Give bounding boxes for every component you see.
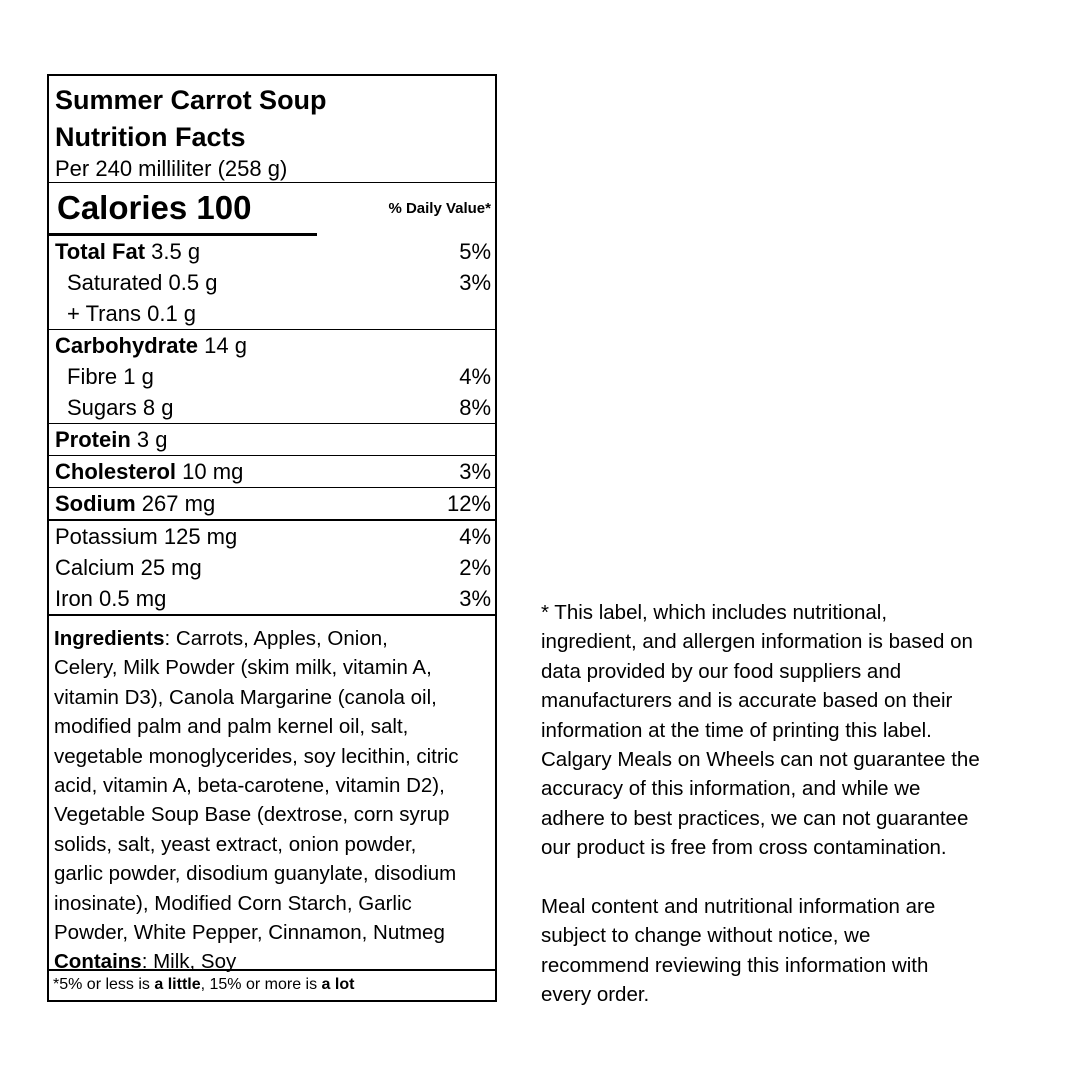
nutrient-row-trans [49,298,495,330]
disclaimer-paragraph-1 [541,598,1041,863]
calories-row [49,182,495,236]
ingredients-line: solids, salt, yeast extract, onion powder, [54,832,417,856]
contains-text: : Milk, Soy [141,950,237,974]
footnote-bold-lot: a lot [321,976,355,993]
nutrient-name: Cholesterol [55,459,177,484]
ingredients-line [54,624,491,653]
nutrient-name: Potassium [55,524,158,549]
rule-break [317,233,495,236]
nutrient-amount: 0.1 g [147,301,197,326]
ingredients-heading: Ingredients [54,627,165,650]
ingredients-line: inosinate), Modified Corn Starch, Garlic [54,891,412,915]
disclaimer-line: * This label, which includes nutritional, [541,601,888,624]
nutrient-dv: 4% [459,524,491,549]
nutrient-name: + Trans [67,301,141,326]
nutrient-name: Sodium [55,491,136,516]
nutrient-row-cholesterol [49,456,495,488]
nutrient-amount: 3 g [136,427,168,452]
nutrient-amount: 3.5 g [151,239,201,264]
nutrient-row-sugars [49,392,495,424]
disclaimer-line: our product is free from cross contamination. [541,836,947,860]
nutrient-amount: 8 g [142,395,174,420]
nutrient-amount: 0.5 mg [99,586,167,611]
nutrient-row-saturated [49,267,495,298]
nutrient-name: Carbohydrate [55,333,199,358]
nutrient-row-total-fat [49,236,495,267]
disclaimer-line: manufacturers and is accurate based on their [541,689,953,713]
disclaimer-line: subject to change without notice, we [541,924,871,948]
footnote-text: , 15% or more is [200,976,322,993]
nutrient-dv: 8% [459,395,491,420]
contains-heading: Contains [54,950,142,974]
disclaimer-line: Calgary Meals on Wheels can not guarantee the [541,748,980,772]
nutrient-dv: 3% [459,270,491,295]
nutrient-name: Fibre [67,364,118,389]
ingredients-line: vegetable monoglycerides, soy lecithin, citric [54,744,459,768]
calories-value: Calories 100 [57,189,252,226]
ingredients-text: : Carrots, Apples, Onion, [164,627,388,650]
nutrient-dv: 12% [446,491,491,516]
nutrient-amount: 125 mg [163,524,238,549]
serving-size: Per 240 milliliter (258 g) [55,156,288,181]
nutrient-dv: 5% [459,239,491,264]
nutrient-row-fibre [49,361,495,392]
ingredients-line: Celery, Milk Powder (skim milk, vitamin A, [54,656,432,680]
nutrient-name: Total Fat [55,239,146,264]
nutrient-row-calcium [49,552,495,583]
nutrient-dv: 4% [459,364,491,389]
nutrient-dv: 3% [459,586,491,611]
nutrient-row-carbohydrate [49,330,495,361]
nutrient-dv: 2% [459,555,491,580]
nutrient-name: Saturated [67,270,163,295]
nutrition-facts-heading: Nutrition Facts [55,122,246,152]
ingredients-line: Powder, White Pepper, Cinnamon, Nutmeg [54,921,445,945]
nutrient-row-iron [49,583,495,616]
footnote-bold-little: a little [154,976,201,993]
nutrient-dv: 3% [459,459,491,484]
ingredients-line: Vegetable Soup Base (dextrose, corn syrup [54,803,450,827]
nutrient-amount: 14 g [204,333,247,358]
nutrient-name: Sugars [67,395,137,420]
ingredients-line: modified palm and palm kernel oil, salt, [54,715,409,739]
ingredients-line: garlic powder, disodium guanylate, disodium [54,862,457,886]
disclaimer-line: data provided by our food suppliers and [541,659,902,683]
nutrient-name: Protein [55,427,131,452]
disclaimer-line: recommend reviewing this information with [541,953,929,977]
nutrient-name: Iron [55,586,93,611]
disclaimer-line: accuracy of this information, and while we [541,777,921,801]
nutrient-amount: 1 g [123,364,154,389]
disclaimer-line: adhere to best practices, we can not guarantee [541,806,969,830]
label-header [49,76,495,182]
ingredients-line: acid, vitamin A, beta-carotene, vitamin D2), [54,774,445,798]
nutrient-amount: 0.5 g [168,270,218,295]
disclaimer-paragraph-2 [541,892,1041,1010]
ingredients-line: vitamin D3), Canola Margarine (canola oil, [54,685,437,709]
daily-value-header: % Daily Value* [388,199,491,217]
disclaimer-line: information at the time of printing this label. [541,718,932,742]
nutrient-amount: 25 mg [140,555,202,580]
daily-value-footnote [49,969,495,1000]
nutrient-amount: 10 mg [182,459,244,484]
nutrient-name: Calcium [55,555,135,580]
nutrient-row-protein [49,424,495,456]
nutrition-label [47,74,497,1002]
product-title: Summer Carrot Soup [55,85,327,115]
footnote-text: *5% or less is [53,976,155,993]
disclaimer-line: every order. [541,983,650,1007]
nutrient-row-sodium [49,488,495,521]
disclaimer-line: ingredient, and allergen information is based on [541,630,973,654]
nutrient-row-potassium [49,521,495,552]
ingredients-block [49,616,495,977]
disclaimer-line: Meal content and nutritional information are [541,895,936,918]
nutrient-amount: 267 mg [141,491,216,516]
